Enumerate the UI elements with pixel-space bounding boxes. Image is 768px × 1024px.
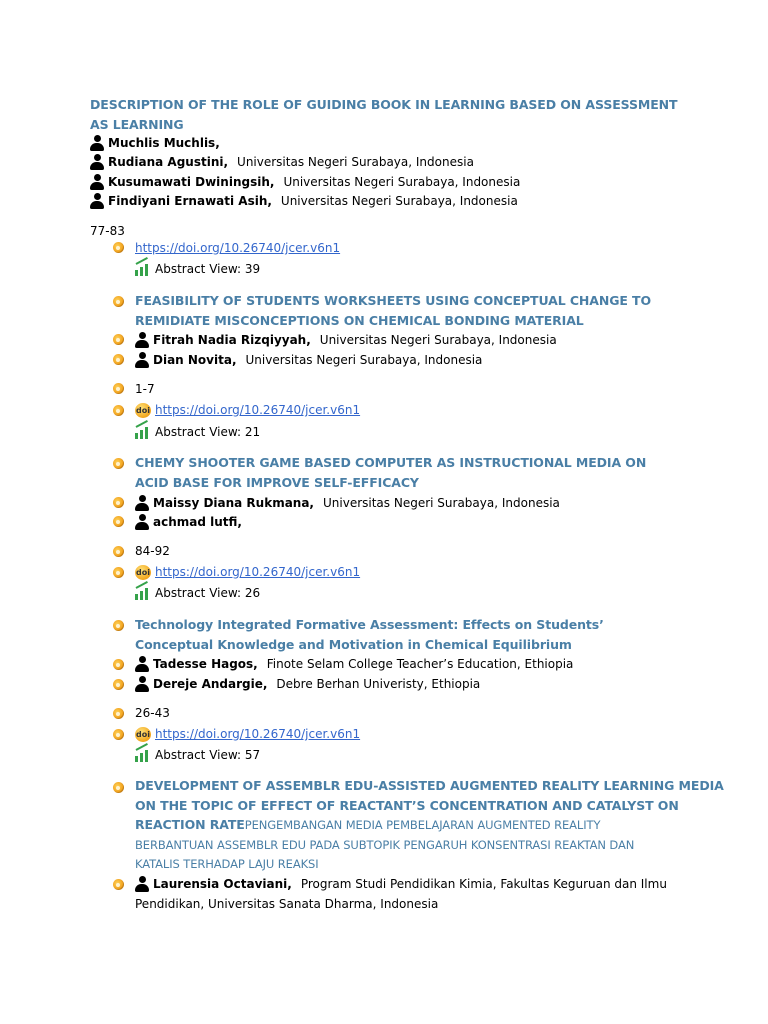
article-5-subtitle-line-2: BERBANTUAN ASSEMBLR EDU PADA SUBTOPIK PENGARUH KONSENTRASI REAKTAN DAN bbox=[135, 837, 635, 852]
article-5-title[interactable] bbox=[135, 776, 735, 875]
author-affiliation: Universitas Negeri Surabaya, Indonesia bbox=[237, 155, 474, 169]
bullet-icon bbox=[113, 708, 124, 719]
author-icon bbox=[135, 352, 149, 368]
article-3-doi-row bbox=[135, 562, 360, 582]
author-affiliation: Universitas Negeri Surabaya, Indonesia bbox=[245, 353, 483, 367]
doi-icon: doi bbox=[135, 403, 151, 418]
article-2-doi-row bbox=[135, 400, 360, 420]
article-3-author-1 bbox=[135, 493, 560, 513]
author-affiliation: Debre Berhan Univeristy, Ethiopia bbox=[276, 677, 481, 691]
article-2-author-2 bbox=[135, 350, 482, 370]
article-2-pages: 1-7 bbox=[135, 382, 155, 396]
abstract-view-count: Abstract View: 57 bbox=[155, 748, 261, 762]
author-name[interactable]: Laurensia Octaviani, bbox=[153, 877, 292, 891]
author-name[interactable]: Dian Novita, bbox=[153, 353, 237, 367]
article-1-author-4 bbox=[90, 191, 518, 211]
article-3-abstract-view bbox=[135, 583, 260, 603]
article-1-doi-row bbox=[135, 238, 340, 258]
author-name[interactable]: Tadesse Hagos, bbox=[153, 657, 258, 671]
author-name[interactable]: Dereje Andargie, bbox=[153, 677, 268, 691]
author-name[interactable]: Findiyani Ernawati Asih, bbox=[108, 194, 272, 208]
author-icon bbox=[135, 676, 149, 692]
author-name[interactable]: Maissy Diana Rukmana, bbox=[153, 496, 314, 510]
author-name[interactable]: Kusumawati Dwiningsih, bbox=[108, 175, 275, 189]
bullet-icon bbox=[113, 659, 124, 670]
article-4-doi-row bbox=[135, 724, 360, 744]
article-1-author-2 bbox=[90, 152, 474, 172]
article-5-subtitle-line-1: PENGEMBANGAN MEDIA PEMBELAJARAN AUGMENTED REALITY bbox=[244, 818, 601, 832]
stats-chart-icon bbox=[135, 586, 151, 600]
author-icon bbox=[135, 495, 149, 511]
article-1-author-3 bbox=[90, 172, 520, 192]
abstract-view-count: Abstract View: 39 bbox=[155, 262, 261, 276]
author-name[interactable]: Rudiana Agustini, bbox=[108, 155, 229, 169]
article-4-author-2 bbox=[135, 674, 480, 694]
article-2-doi-link[interactable]: https://doi.org/10.26740/jcer.v6n1 bbox=[155, 403, 361, 417]
abstract-view-count: Abstract View: 26 bbox=[155, 586, 261, 600]
author-name[interactable]: Muchlis Muchlis, bbox=[108, 136, 220, 150]
article-4-abstract-view bbox=[135, 745, 260, 765]
author-icon bbox=[90, 193, 104, 209]
article-4-pages: 26-43 bbox=[135, 706, 170, 720]
article-1-doi-link[interactable]: https://doi.org/10.26740/jcer.v6n1 bbox=[135, 241, 341, 255]
bullet-icon bbox=[113, 679, 124, 690]
abstract-view-count: Abstract View: 21 bbox=[155, 425, 261, 439]
article-3-doi-link[interactable]: https://doi.org/10.26740/jcer.v6n1 bbox=[155, 565, 361, 579]
bullet-icon bbox=[113, 458, 124, 469]
article-5-author-1 bbox=[135, 874, 667, 894]
doi-icon: doi bbox=[135, 727, 151, 742]
article-4-author-1 bbox=[135, 654, 573, 674]
bullet-icon bbox=[113, 497, 124, 508]
bullet-icon bbox=[113, 242, 124, 253]
author-affiliation: Program Studi Pendidikan Kimia, Fakultas Keguruan dan Ilmu bbox=[300, 877, 667, 891]
bullet-icon bbox=[113, 567, 124, 578]
article-1-title[interactable]: DESCRIPTION OF THE ROLE OF GUIDING BOOK IN LEARNING BASED ON ASSESSMENT AS LEARNING bbox=[90, 97, 678, 132]
author-icon bbox=[135, 332, 149, 348]
article-4-title[interactable]: Technology Integrated Formative Assessment: Effects on Students’ Conceptual Knowledge and Motivation in Chemical Equilibrium bbox=[135, 617, 604, 652]
bullet-icon bbox=[113, 546, 124, 557]
article-1-author-1 bbox=[90, 133, 220, 153]
bullet-icon bbox=[113, 879, 124, 890]
author-icon bbox=[135, 656, 149, 672]
bullet-icon bbox=[113, 405, 124, 416]
article-3-pages: 84-92 bbox=[135, 544, 170, 558]
author-icon bbox=[135, 876, 149, 892]
article-3-title[interactable]: CHEMY SHOOTER GAME BASED COMPUTER AS INSTRUCTIONAL MEDIA ON ACID BASE FOR IMPROVE SELF-EFFICACY bbox=[135, 455, 647, 490]
article-2-abstract-view bbox=[135, 422, 260, 442]
stats-chart-icon bbox=[135, 425, 151, 439]
author-affiliation: Universitas Negeri Surabaya, Indonesia bbox=[323, 496, 560, 510]
article-5-author-1-affiliation-cont: Pendidikan, Universitas Sanata Dharma, Indonesia bbox=[135, 897, 439, 911]
bullet-icon bbox=[113, 516, 124, 527]
article-5-subtitle-line-3: KATALIS TERHADAP LAJU REAKSI bbox=[135, 857, 319, 871]
doi-icon: doi bbox=[135, 565, 151, 580]
author-icon bbox=[90, 135, 104, 151]
article-4-doi-link[interactable]: https://doi.org/10.26740/jcer.v6n1 bbox=[155, 727, 361, 741]
article-5-title-line-2: ON THE TOPIC OF EFFECT OF REACTANT’S CONCENTRATION AND CATALYST ON bbox=[135, 797, 679, 813]
article-3-author-2 bbox=[135, 512, 242, 532]
author-icon bbox=[90, 174, 104, 190]
article-5-title-line-3: REACTION RATE bbox=[135, 817, 245, 832]
author-icon bbox=[90, 154, 104, 170]
bullet-icon bbox=[113, 729, 124, 740]
bullet-icon bbox=[113, 620, 124, 631]
author-icon bbox=[135, 514, 149, 530]
article-2-author-1 bbox=[135, 330, 557, 350]
article-1-pages: 77-83 bbox=[90, 224, 125, 238]
author-affiliation: Finote Selam College Teacher’s Education, Ethiopia bbox=[266, 657, 574, 671]
stats-chart-icon bbox=[135, 262, 151, 276]
author-affiliation: Universitas Negeri Surabaya, Indonesia bbox=[319, 333, 557, 347]
bullet-icon bbox=[113, 296, 124, 307]
bullet-icon bbox=[113, 334, 124, 345]
author-name[interactable]: Fitrah Nadia Rizqiyyah, bbox=[153, 333, 311, 347]
author-name[interactable]: achmad lutfi, bbox=[153, 515, 242, 529]
bullet-icon bbox=[113, 354, 124, 365]
bullet-icon bbox=[113, 782, 124, 793]
stats-chart-icon bbox=[135, 748, 151, 762]
author-affiliation: Universitas Negeri Surabaya, Indonesia bbox=[283, 175, 521, 189]
author-affiliation: Universitas Negeri Surabaya, Indonesia bbox=[280, 194, 518, 208]
bullet-icon bbox=[113, 383, 124, 394]
article-5-title-line-1: DEVELOPMENT OF ASSEMBLR EDU-ASSISTED AUGMENTED REALITY LEARNING MEDIA bbox=[135, 778, 724, 793]
article-2-title[interactable]: FEASIBILITY OF STUDENTS WORKSHEETS USING CONCEPTUAL CHANGE TO REMIDIATE MISCONCEPTIONS ON CHEMICAL BONDING MATERIAL bbox=[135, 293, 652, 328]
article-1-abstract-view bbox=[135, 259, 260, 279]
